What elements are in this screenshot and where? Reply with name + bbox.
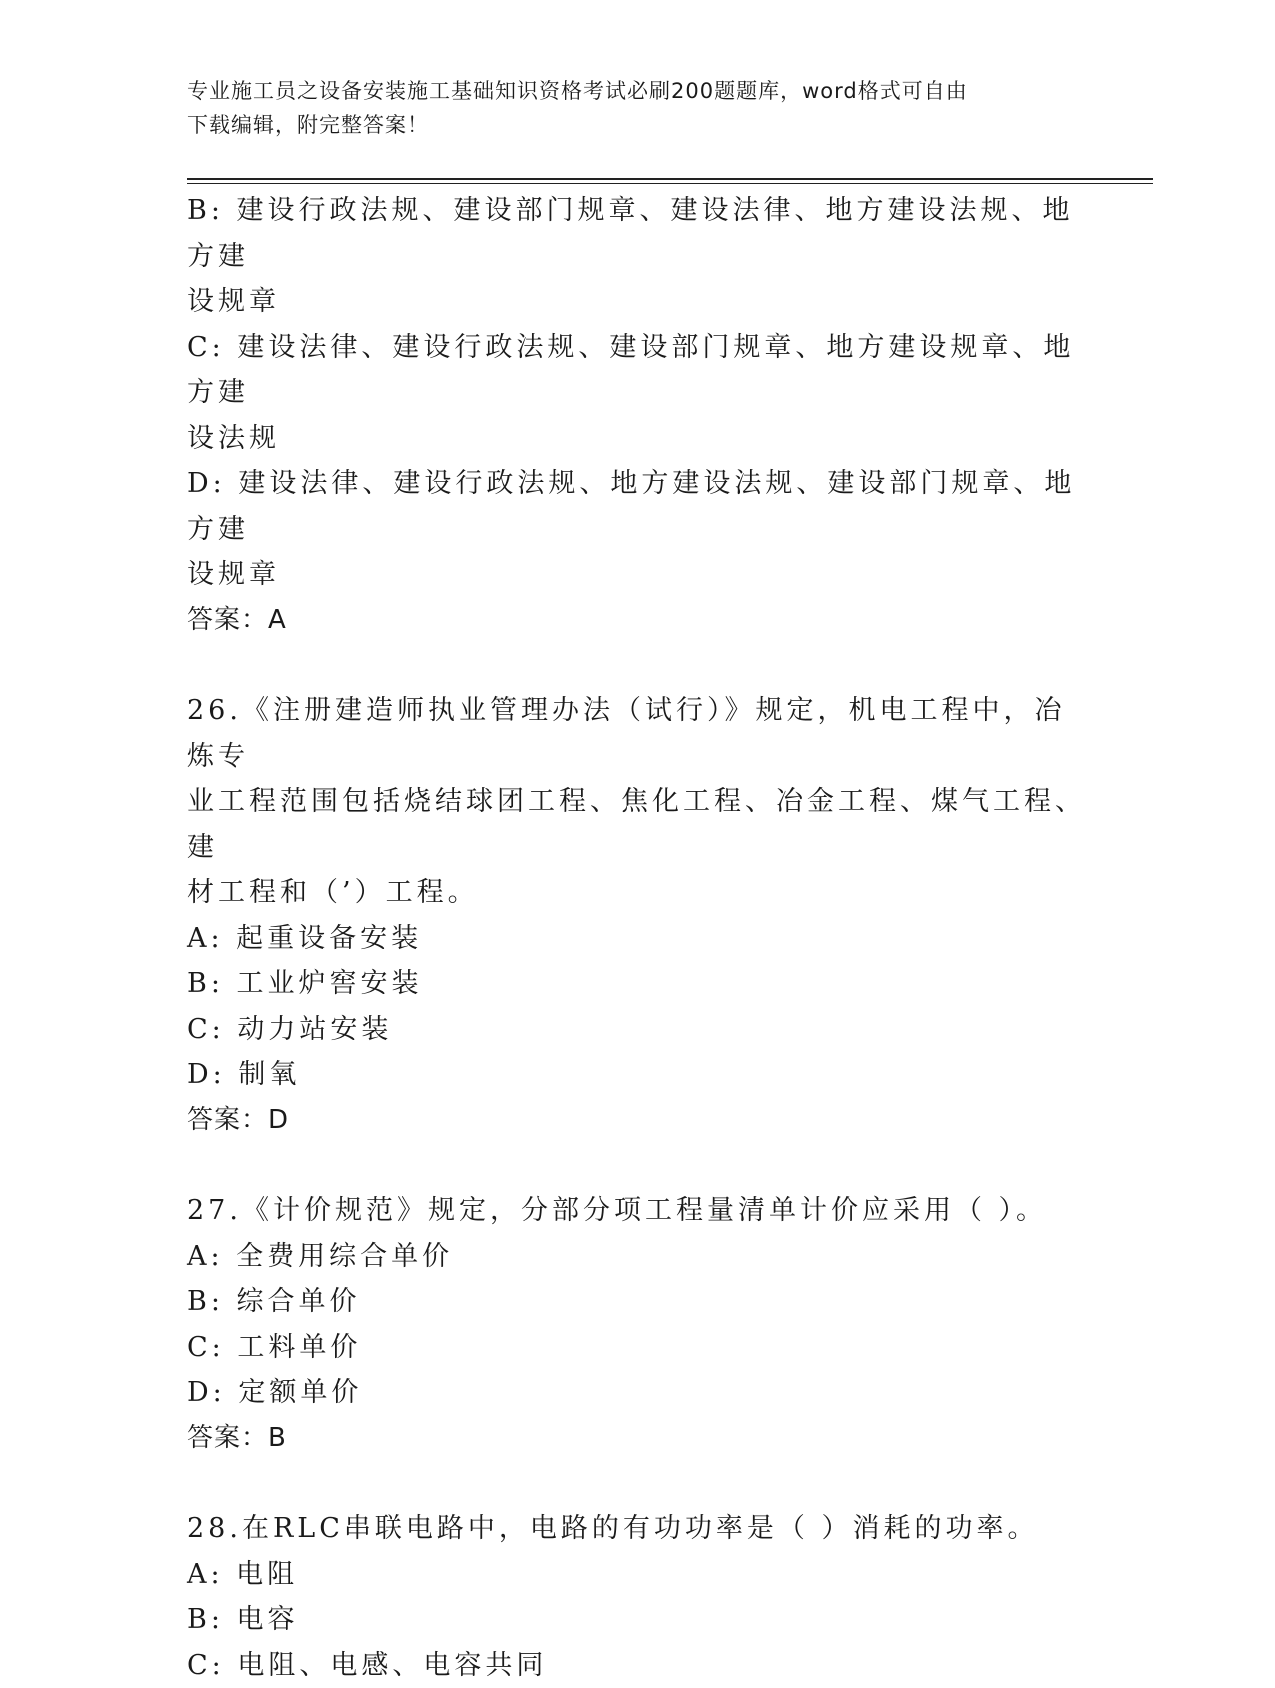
question-28: [187, 1506, 1087, 1688]
q27-option-b: B: 综合单价: [187, 1279, 1087, 1325]
q25-answer: 答案：A: [187, 598, 1087, 644]
q26-option-a: A: 起重设备安装: [187, 916, 1087, 962]
q25-option-c-line-1: C: 建设法律、建设行政法规、建设部门规章、地方建设规章、地方建: [187, 325, 1087, 416]
q26-option-d: D: 制氧: [187, 1052, 1087, 1098]
q27-option-d: D: 定额单价: [187, 1370, 1087, 1416]
header-line-1: 专业施工员之设备安装施工基础知识资格考试必刷200题题库，word格式可自由: [187, 74, 1067, 108]
document-header: [187, 74, 1067, 142]
q28-option-b: B: 电容: [187, 1597, 1087, 1643]
question-content: [187, 188, 1087, 1688]
q27-answer: 答案：B: [187, 1416, 1087, 1462]
q26-option-b: B: 工业炉窖安装: [187, 961, 1087, 1007]
header-line-2: 下载编辑，附完整答案！: [187, 108, 1067, 142]
q25-option-b-line-1: B: 建设行政法规、建设部门规章、建设法律、地方建设法规、地方建: [187, 188, 1087, 279]
q26-answer: 答案：D: [187, 1098, 1087, 1144]
q25-option-d-line-2: 设规章: [187, 552, 1087, 598]
question-25: [187, 188, 1087, 643]
q26-stem-line-1: 26.《注册建造师执业管理办法（试行）》规定，机电工程中，冶炼专: [187, 688, 1087, 779]
q28-option-a: A: 电阻: [187, 1552, 1087, 1598]
spacer: [187, 1143, 1087, 1188]
q26-stem-line-2: 业工程范围包括烧结球团工程、焦化工程、冶金工程、煤气工程、建: [187, 779, 1087, 870]
header-divider-thin: [187, 183, 1153, 184]
q25-option-c-line-2: 设法规: [187, 416, 1087, 462]
q27-option-c: C: 工料单价: [187, 1325, 1087, 1371]
q28-stem: 28.在RLC串联电路中，电路的有功功率是（ ）消耗的功率。: [187, 1506, 1087, 1552]
q28-option-c: C: 电阻、电感、电容共同: [187, 1643, 1087, 1688]
q26-stem-line-3: 材工程和（’）工程。: [187, 870, 1087, 916]
question-26: [187, 688, 1087, 1143]
spacer: [187, 1461, 1087, 1506]
q25-option-d-line-1: D: 建设法律、建设行政法规、地方建设法规、建设部门规章、地方建: [187, 461, 1087, 552]
q27-option-a: A: 全费用综合单价: [187, 1234, 1087, 1280]
q26-option-c: C: 动力站安装: [187, 1007, 1087, 1053]
spacer: [187, 643, 1087, 688]
q27-stem: 27.《计价规范》规定，分部分项工程量清单计价应采用（ ）。: [187, 1188, 1087, 1234]
q25-option-b-line-2: 设规章: [187, 279, 1087, 325]
question-27: [187, 1188, 1087, 1461]
header-divider-thick: [187, 178, 1153, 180]
